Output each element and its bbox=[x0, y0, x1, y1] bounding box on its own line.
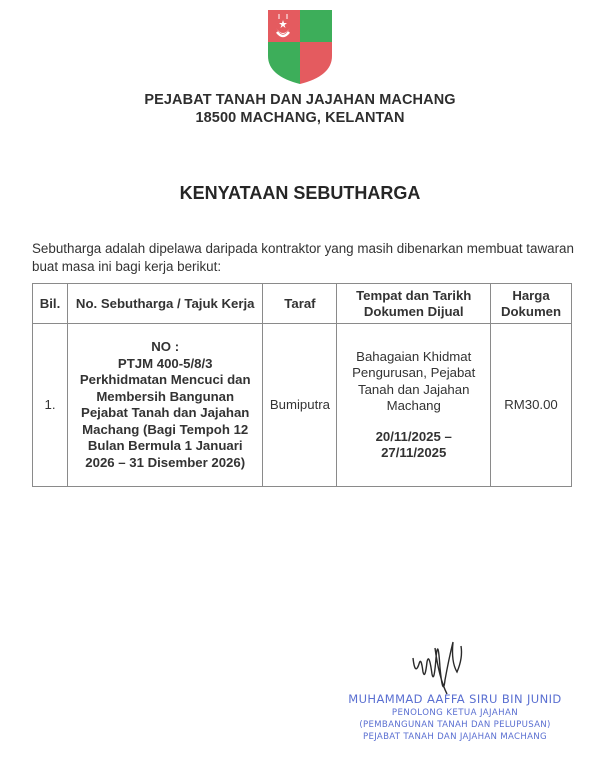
table-row bbox=[33, 324, 572, 487]
header-harga bbox=[491, 284, 572, 324]
quotation-table bbox=[32, 283, 572, 487]
cell-bil: 1. bbox=[33, 324, 68, 487]
signatory-name: MUHAMMAD AAFFA SIRU BIN JUNID bbox=[348, 692, 562, 706]
state-crest bbox=[266, 8, 334, 86]
header-tempat bbox=[337, 284, 491, 324]
signatory-office: PEJABAT TANAH DAN JAJAHAN MACHANG bbox=[363, 732, 547, 742]
tajuk-line: Bulan Bermula 1 Januari bbox=[87, 438, 243, 453]
tempat-line: Bahagaian Khidmat bbox=[356, 348, 472, 364]
cell-tajuk bbox=[67, 324, 262, 487]
tajuk-line: Machang (Bagi Tempoh 12 bbox=[82, 421, 249, 437]
header-taraf: Taraf bbox=[263, 284, 337, 324]
tarikh-line: 20/11/2025 – bbox=[375, 428, 452, 444]
header-harga-line-2: Dokumen bbox=[500, 303, 562, 319]
signatory-position: PENOLONG KETUA JAJAHAN bbox=[391, 708, 519, 718]
tempat-line: Machang bbox=[386, 398, 441, 413]
spacer bbox=[341, 415, 486, 429]
cell-harga: RM30.00 bbox=[491, 324, 572, 487]
header-tajuk: No. Sebutharga / Tajuk Kerja bbox=[67, 284, 262, 324]
tajuk-line: 2026 – 31 Disember 2026) bbox=[85, 454, 246, 470]
tajuk-line: Perkhidmatan Mencuci dan bbox=[79, 372, 251, 387]
page-title: KENYATAAN SEBUTHARGA bbox=[179, 183, 421, 203]
cell-taraf: Bumiputra bbox=[263, 324, 337, 487]
tajuk-line: Pejabat Tanah dan Jajahan bbox=[81, 405, 250, 420]
table-header-row bbox=[33, 284, 572, 324]
header-tempat-line-1: Tempat dan Tarikh bbox=[356, 287, 472, 303]
crest-icon bbox=[266, 8, 334, 86]
tempat-line: Pengurusan, Pejabat bbox=[352, 365, 476, 380]
header-tempat-line-2: Dokumen Dijual bbox=[363, 303, 464, 319]
header-harga-line-1: Harga bbox=[512, 287, 550, 303]
intro-paragraph bbox=[32, 240, 577, 276]
tarikh-line: 27/11/2025 bbox=[381, 445, 447, 460]
intro-line-2: buat masa ini bagi kerja berikut: bbox=[32, 259, 222, 274]
signatory-unit: (PEMBANGUNAN TANAH DAN PELUPUSAN) bbox=[359, 720, 551, 730]
intro-line-1: Sebutharga adalah dipelawa daripada kontraktor yang masih dibenarkan membuat tawaran bbox=[32, 241, 574, 256]
cell-tempat bbox=[337, 324, 491, 487]
office-name: PEJABAT TANAH DAN JAJAHAN MACHANG bbox=[144, 92, 456, 108]
header-bil: Bil. bbox=[33, 284, 68, 324]
tempat-line: Tanah dan Jajahan bbox=[357, 381, 470, 397]
tajuk-line: NO : bbox=[151, 339, 180, 354]
office-address: 18500 MACHANG, KELANTAN bbox=[195, 110, 405, 126]
tajuk-line: Membersih Bangunan bbox=[96, 388, 235, 404]
tajuk-line: PTJM 400-5/8/3 bbox=[117, 355, 213, 371]
